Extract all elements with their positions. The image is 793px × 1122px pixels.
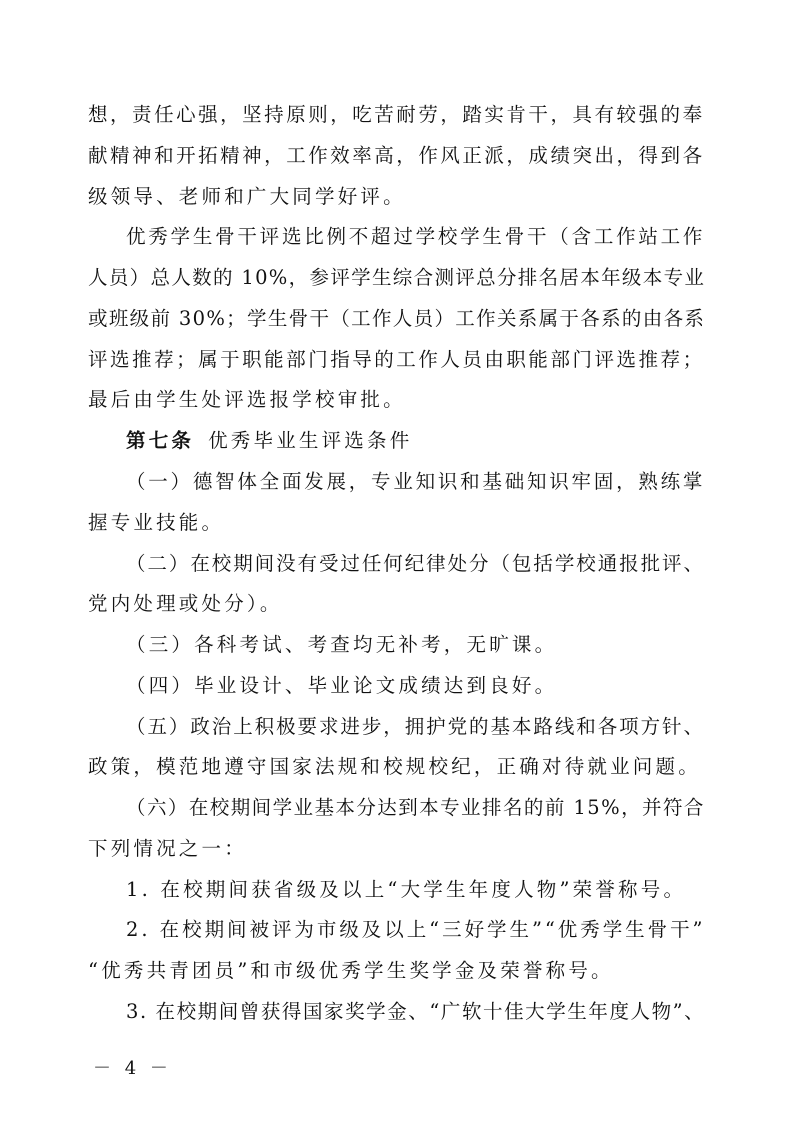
body-line: 最后由学生处评选报学校审批。: [88, 388, 406, 411]
article-heading: [126, 429, 412, 453]
body-line: 优秀学生骨干评选比例不超过学校学生骨干（含工作站工作: [126, 225, 706, 248]
body-line: 政策，模范地遵守国家法规和校规校纪，正确对待就业问题。: [88, 755, 701, 778]
body-line: 握专业技能。: [88, 511, 225, 534]
page-number: － 4 －: [93, 1058, 172, 1079]
body-line: 评选推荐；属于职能部门指导的工作人员由职能部门评选推荐；: [88, 348, 705, 371]
body-line: 想，责任心强，坚持原则，吃苦耐劳，踏实肯干，具有较强的奉: [88, 103, 705, 126]
body-line: （三）各科考试、考查均无补考，无旷课。: [126, 633, 558, 656]
body-line: 1. 在校期间获省级及以上“大学生年度人物”荣誉称号。: [126, 878, 687, 901]
body-line: （四）毕业设计、毕业论文成绩达到良好。: [126, 674, 558, 697]
body-line: （一）德智体全面发展，专业知识和基础知识牢固，熟练掌: [126, 470, 706, 493]
body-line: 党内处理或处分）。: [88, 592, 283, 615]
body-line: （二）在校期间没有受过任何纪律处分（包括学校通报批评、: [126, 552, 705, 575]
body-line: 或班级前 30%；学生骨干（工作人员）工作关系属于各系的由各系: [88, 307, 706, 330]
body-line: 人员）总人数的 10%，参评学生综合测评总分排名居本年级本专业: [88, 266, 706, 289]
body-line: （六）在校期间学业基本分达到本专业排名的前 15%，并符合: [126, 796, 705, 819]
article-title: 优秀毕业生评选条件: [208, 429, 413, 452]
article-label: 第七条: [126, 429, 195, 452]
body-line: 2. 在校期间被评为市级及以上“三好学生”“优秀学生骨干”: [126, 918, 706, 941]
body-line: 下列情况之一：: [88, 837, 247, 860]
body-line: “优秀共青团员”和市级优秀学生奖学金及荣誉称号。: [88, 959, 614, 982]
body-line: 献精神和开拓精神，工作效率高，作风正派，成绩突出，得到各: [88, 144, 705, 167]
body-line: 3. 在校期间曾获得国家奖学金、“广软十佳大学生年度人物”、: [126, 1000, 706, 1023]
body-line: （五）政治上积极要求进步，拥护党的基本路线和各项方针、: [126, 715, 705, 738]
body-line: 级领导、老师和广大同学好评。: [88, 185, 406, 208]
